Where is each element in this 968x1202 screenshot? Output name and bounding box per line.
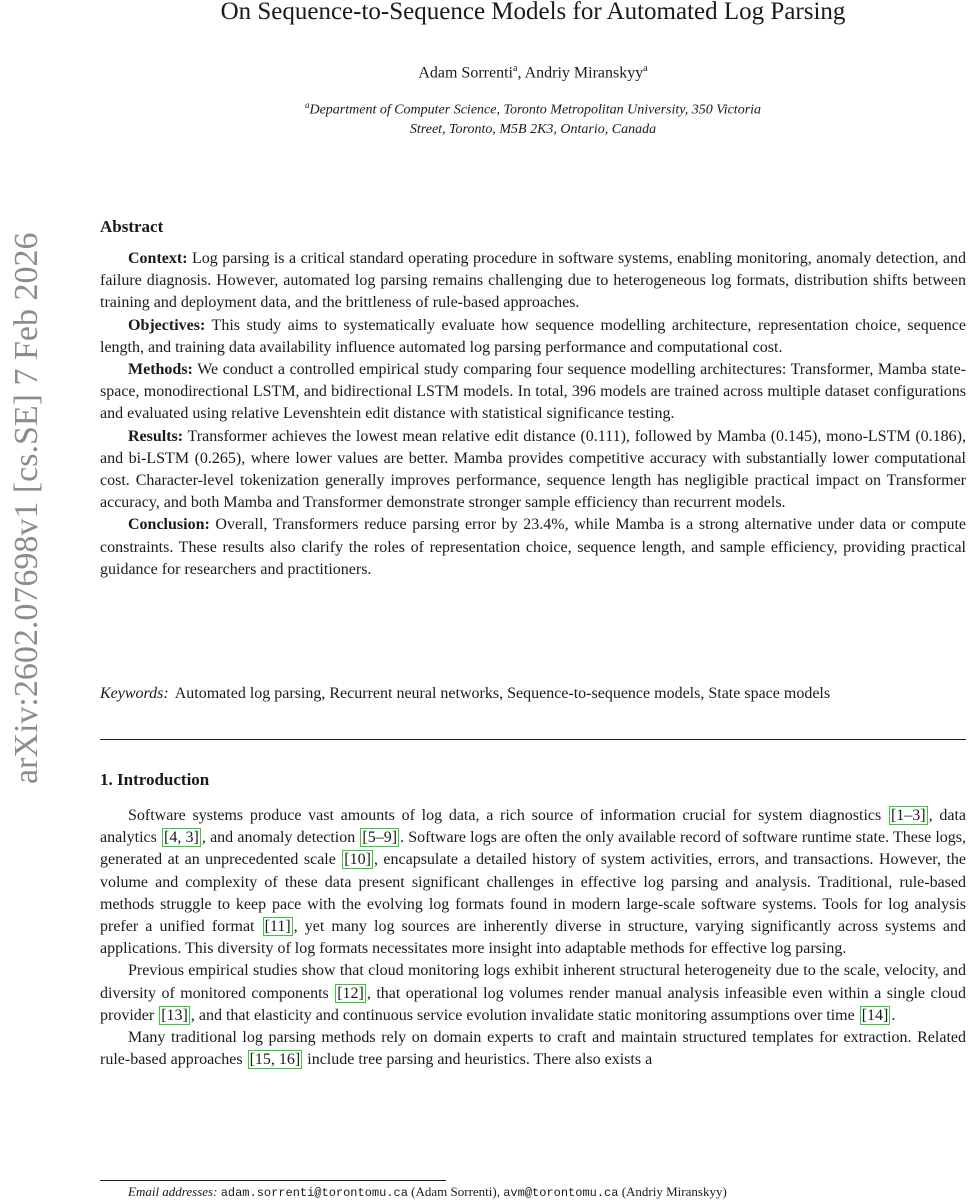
citation-link[interactable]: [12] <box>337 984 364 1002</box>
intro-text: Many traditional log parsing methods rely on domain experts to craft and maintain structured templates for extraction. Related rule-based approaches <box>100 1029 966 1069</box>
conclusion-text: Overall, Transformers reduce parsing error by 23.4%, while Mamba is a strong alternative under data or compute constraints. These results also clarify the roles of representation choice, sequence length, and sample efficiency, providing practical guidance for researchers and practitioners. <box>100 516 967 578</box>
abstract-methods <box>100 359 966 426</box>
arxiv-stamp: arXiv:2602.07698v1 [cs.SE] 7 Feb 2026 <box>8 232 45 784</box>
conclusion-label: Conclusion: <box>128 516 210 534</box>
intro-text: , and that elasticity and continuous service evolution invalidate static monitoring assumptions over time <box>190 1006 859 1024</box>
author-mark: a <box>512 63 518 74</box>
author-name: Andriy Miranskyy <box>524 64 644 82</box>
affiliation-mark: a <box>304 100 310 110</box>
intro-text: . <box>891 1006 896 1024</box>
abstract-results <box>100 426 966 515</box>
methods-text: We conduct a controlled empirical study comparing four sequence modelling architectures: Transformer, Mamba state-space, monodirectional LSTM, and bidirectional LSTM models. In total, 396 models are trained across multiple dataset configurations and evaluated using relative Levenshtein edit distance with statistical significance testing. <box>100 361 966 423</box>
paper-title: On Sequence-to-Sequence Models for Automated Log Parsing <box>220 0 846 25</box>
citation-link[interactable]: [14] <box>861 1006 889 1024</box>
intro-text: , and anomaly detection <box>201 829 360 847</box>
citation-link[interactable]: [13] <box>161 1006 188 1024</box>
context-text: Log parsing is a critical standard operating procedure in software systems, enabling monitoring, anomaly detection, and failure diagnosis. However, automated log parsing remains challenging due to heterogeneous log formats, distribution shifts between training and deployment data, and the brittleness of rule-based approaches. <box>100 250 967 312</box>
citation-link[interactable]: [10] <box>344 851 371 869</box>
footnote-rule <box>100 1180 446 1181</box>
abstract-context <box>100 248 966 315</box>
intro-text: Software systems produce vast amounts of log data, a rich source of information crucial for system diagnostics <box>128 807 888 824</box>
abstract-heading: Abstract <box>100 217 164 236</box>
methods-label: Methods: <box>128 361 193 379</box>
intro-text: , that operational log volumes render manual analysis infeasible even within a single cloud provider <box>100 984 967 1024</box>
affiliation <box>100 96 966 139</box>
affiliation-line-2: Street, Toronto, M5B 2K3, Ontario, Canada <box>409 121 657 137</box>
intro-text: . Software logs are often the only available record of software runtime state. These logs, generated at an unprecedented scale <box>100 829 967 869</box>
email-link[interactable]: avm@torontomu.ca <box>503 1186 619 1200</box>
objectives-text: This study aims to systematically evaluate how sequence modelling architecture, representation choice, sequence length, and training data availability influence automated log parsing performance and computational cost. <box>100 316 966 356</box>
abstract-body <box>100 248 966 581</box>
results-label: Results: <box>128 427 184 445</box>
intro-text: , encapsulate a detailed history of system activities, errors, and transactions. However, the volume and complexity of these data present significant challenges in effective log parsing and analysis. Traditional, rule-based methods struggle to keep pace with the evolving log formats found in modern large-scale software systems. Tools for log analysis prefer a unified format <box>100 851 966 936</box>
email-link[interactable]: adam.sorrenti@torontomu.ca <box>220 1186 408 1200</box>
keywords-text: Automated log parsing, Recurrent neural networks, Sequence-to-sequence models, State space models <box>174 685 831 702</box>
paper-page <box>100 0 966 1200</box>
keywords-label: Keywords: <box>100 685 169 702</box>
abstract-divider <box>100 739 966 740</box>
intro-paragraph-3 <box>100 1027 966 1071</box>
intro-text: , data analytics <box>100 807 967 847</box>
citation-link[interactable]: [11] <box>264 918 291 936</box>
citation-link[interactable]: [1–3] <box>890 807 926 824</box>
keywords <box>100 683 966 705</box>
author-name: Adam Sorrenti <box>418 64 513 82</box>
abstract-objectives <box>100 315 966 359</box>
footnote-label: Email addresses: <box>128 1184 218 1199</box>
abstract-conclusion <box>100 514 966 581</box>
affiliation-line-1: Department of Computer Science, Toronto Metropolitan University, 350 Victoria <box>309 102 762 118</box>
email-owner: (Adam Sorrenti), <box>411 1184 500 1199</box>
introduction-body <box>100 805 966 1071</box>
section-heading-introduction: 1. Introduction <box>100 770 210 789</box>
intro-paragraph-2 <box>100 960 966 1027</box>
objectives-label: Objectives: <box>128 316 206 334</box>
intro-text: include tree parsing and heuristics. There also exists a <box>303 1051 653 1069</box>
email-owner: (Andriy Miranskyy) <box>621 1184 727 1199</box>
citation-link[interactable]: [15, 16] <box>249 1051 301 1069</box>
intro-paragraph-1 <box>100 805 966 960</box>
author-list: Adam Sorrenti$^a$, Andriy Miranskyy$^a$ <box>418 63 648 82</box>
footnote-emails <box>100 1183 966 1202</box>
intro-text: , yet many log sources are inherently diverse in structure, varying significantly across systems and applications. This diversity of log formats necessitates more insight into adaptable methods for effective log parsing. <box>100 918 966 958</box>
author-mark: a <box>643 63 648 74</box>
context-label: Context: <box>128 250 188 267</box>
intro-text: Previous empirical studies show that cloud monitoring logs exhibit inherent structural heterogeneity due to the scale, velocity, and diversity of monitored components <box>100 962 966 1002</box>
citation-link[interactable]: [4, 3] <box>164 829 199 847</box>
citation-link[interactable]: [5–9] <box>362 829 398 847</box>
results-text: Transformer achieves the lowest mean relative edit distance (0.111), followed by Mamba (0.145), mono-LSTM (0.186), and bi-LSTM (0.265), where lower values are better. Mamba provides competitive accuracy with substantially lower computational cost. Character-level tokenization generally improves performance, sequence length has negligible practical impact on Transformer accuracy, and both Mamba and Transformer demonstrate stronger sample efficiency than recurrent models. <box>100 427 966 512</box>
